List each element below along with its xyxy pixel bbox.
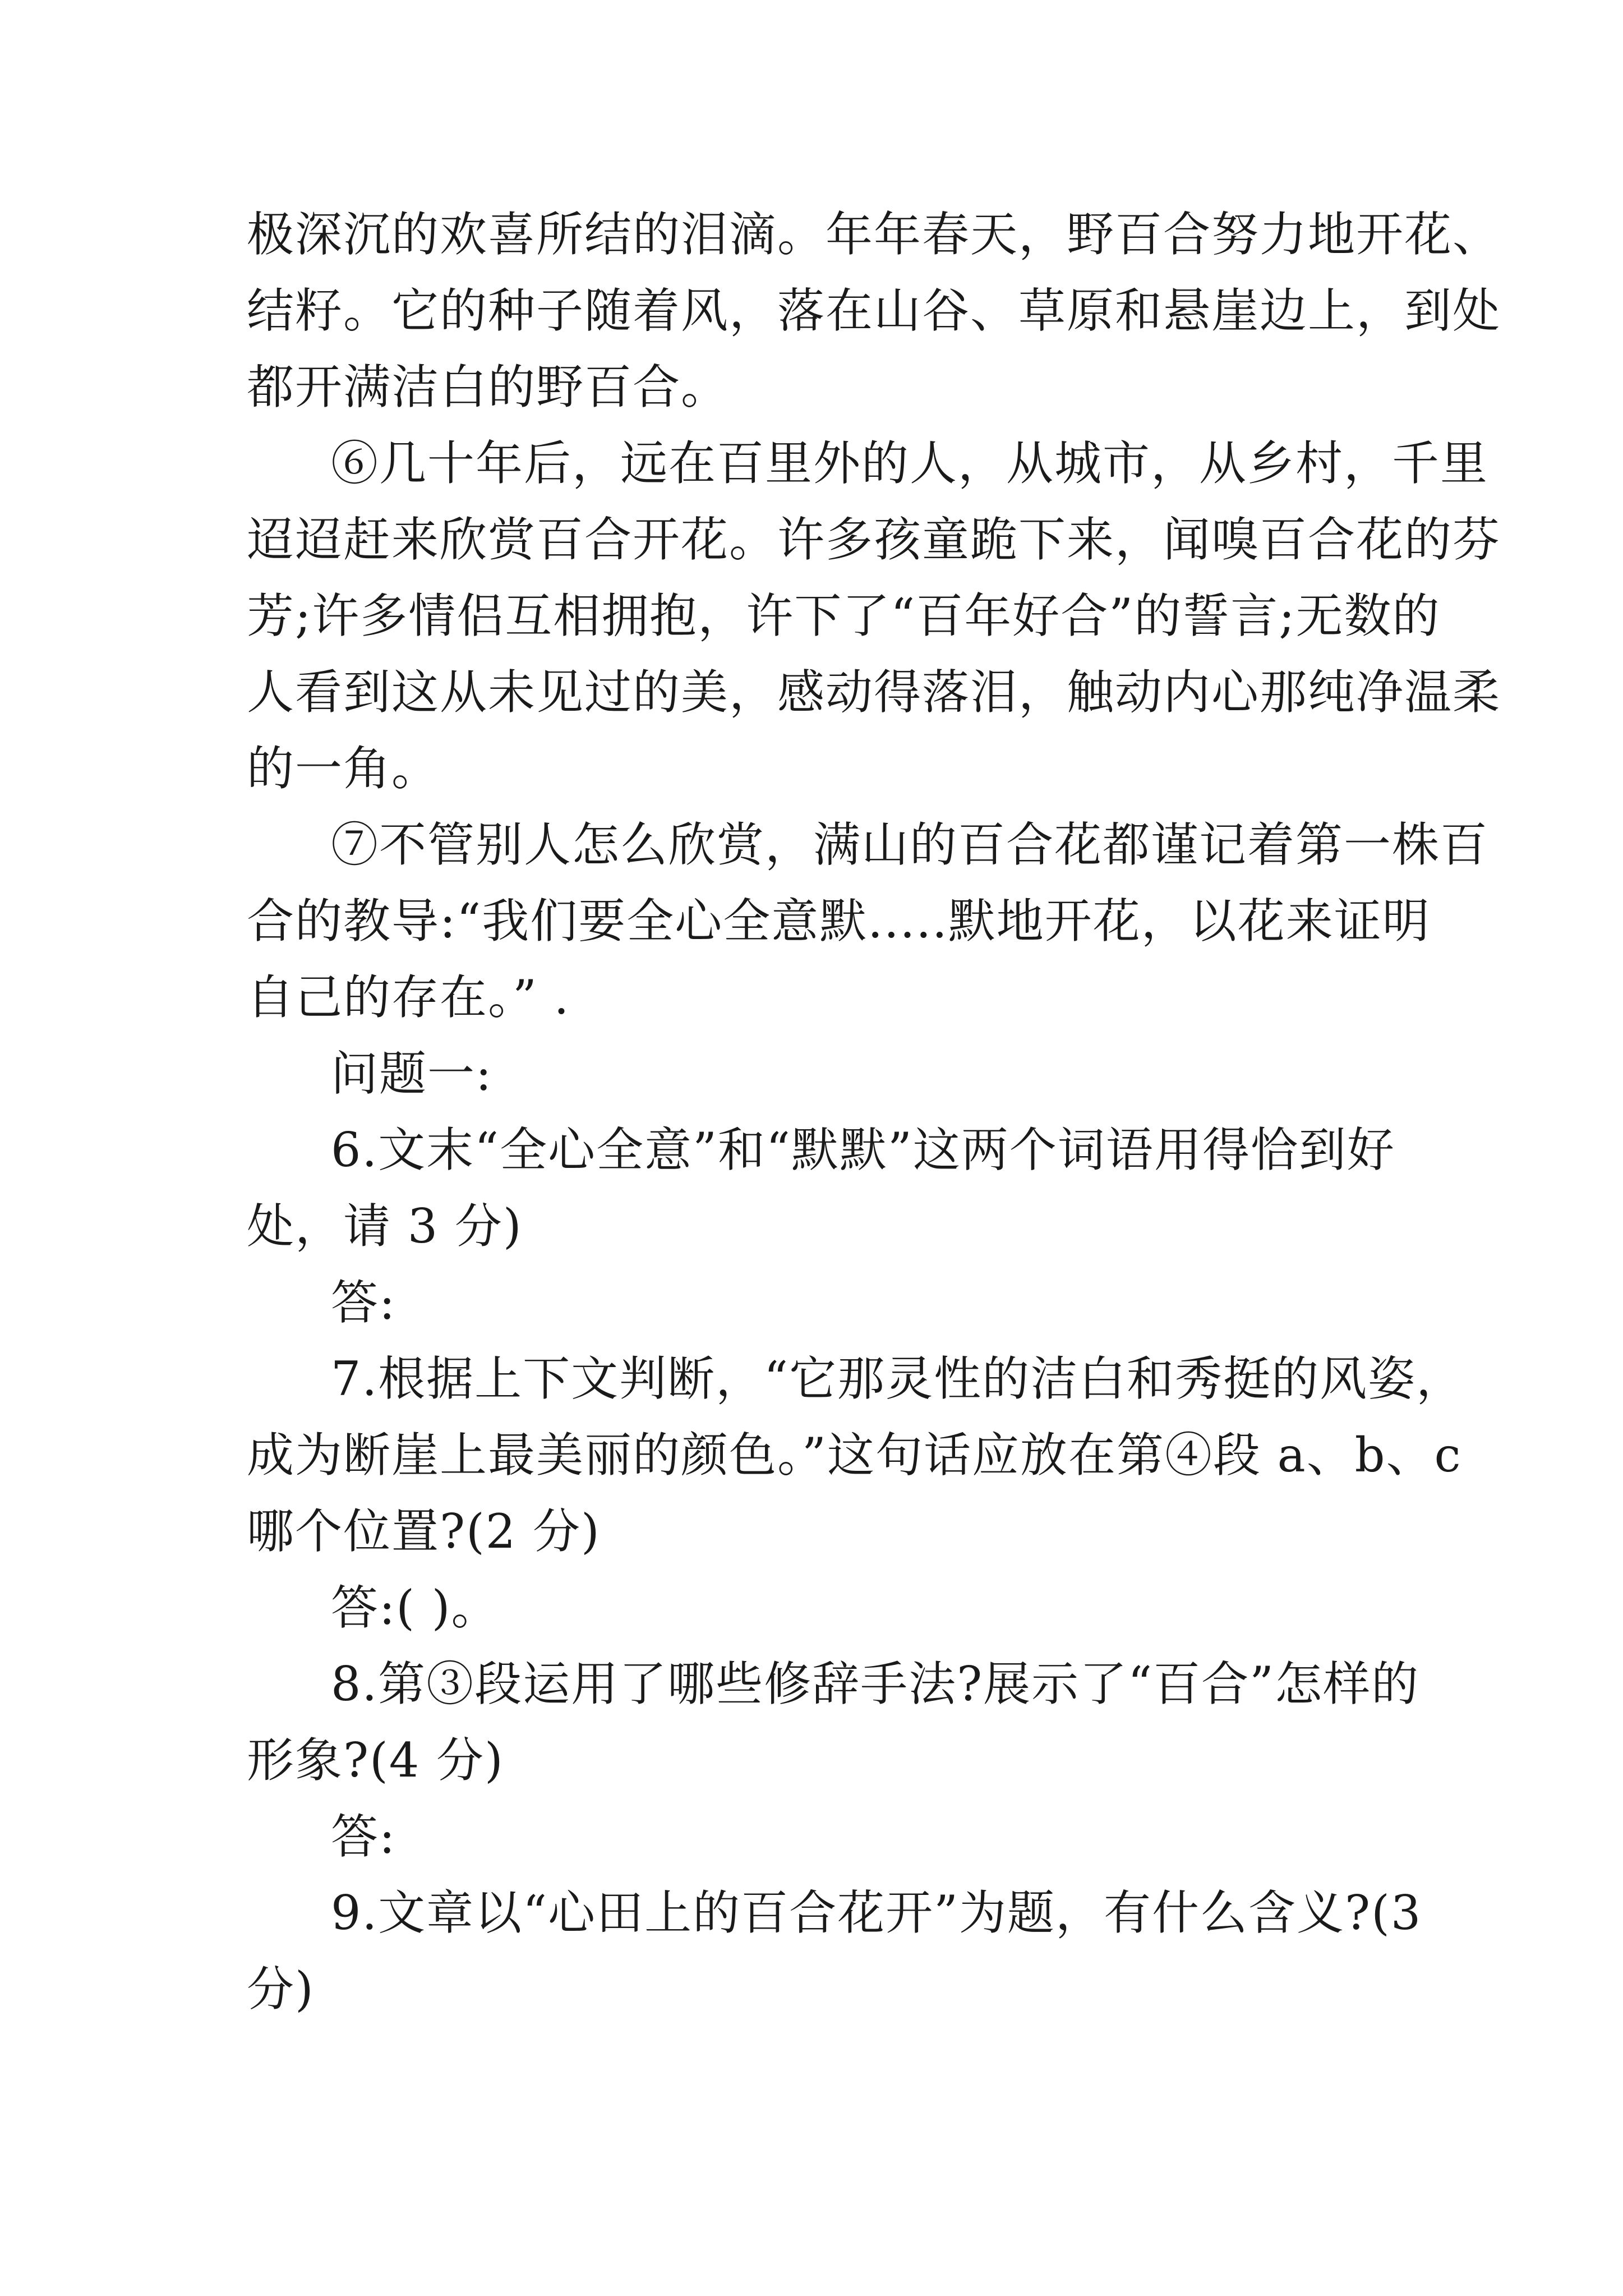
paragraph-6-start: ⑥几十年后，远在百里外的人，从城市，从乡村，千里 [331,436,1489,491]
text-line: 处，请 3 分) [247,1199,523,1254]
text-line: 分) [247,1962,315,2017]
document-text [247,196,1501,2027]
answer-label: 答: [331,1275,396,1330]
paragraph-7-start: ⑦不管别人怎么欣赏，满山的百合花都谨记着第一株百 [331,817,1489,872]
text-line: 人看到这从未见过的美，感动得落泪，触动内心那纯净温柔 [247,665,1501,720]
text-line: 迢迢赶来欣赏百合开花。许多孩童跪下来，闻嗅百合花的芬 [247,512,1501,567]
answer-label: 答:( )。 [331,1580,500,1635]
text-line: 芳;许多情侣互相拥抱，许下了“百年好合”的誓言;无数的 [247,588,1441,643]
text-line: 成为断崖上最美丽的颜色。”这句话应放在第④段 a、b、c [247,1428,1462,1483]
text-line: 极深沉的欢喜所结的泪滴。年年春天，野百合努力地开花、 [247,207,1501,262]
question-9: 9.文章以“心田上的百合花开”为题，有什么含义?(3 [331,1885,1422,1940]
answer-label: 答: [331,1809,396,1864]
text-line: 形象?(4 分) [247,1733,504,1788]
question-8: 8.第③段运用了哪些修辞手法?展示了“百合”怎样的 [331,1657,1420,1711]
question-7: 7.根据上下文判断，“它那灵性的洁白和秀挺的风姿， [331,1351,1465,1406]
question-6: 6.文末“全心全意”和“默默”这两个词语用得恰到好 [331,1122,1395,1177]
text-line: 哪个位置?(2 分) [247,1504,601,1559]
text-line: 结籽。它的种子随着风，落在山谷、草原和悬崖边上，到处 [247,283,1501,338]
text-line: 的一角。 [247,741,440,796]
text-line: 都开满洁白的野百合。 [247,360,730,415]
text-line: 合的教导:“我们要全心全意默.....默地开花，以花来证明 [247,894,1431,949]
section-heading: 问题一: [331,1046,493,1101]
text-line: 自己的存在。” . [247,970,570,1025]
